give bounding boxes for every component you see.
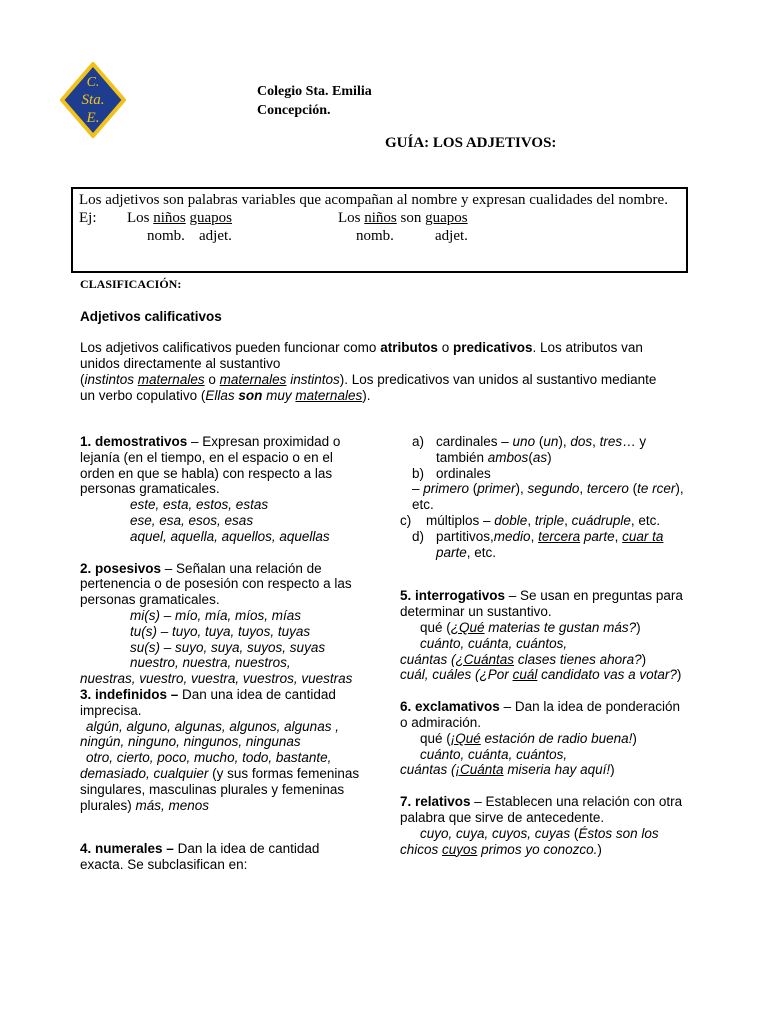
exclamativos-ex-3: cuántas (¡Cuánta miseria hay aquí!) xyxy=(400,762,615,778)
indefinidos-ex-2: otro, cierto, poco, mucho, todo, bastante, demasiado, cualquier (y sus formas femeninas singulares, masculinas plurales y femeninas plurales) más, menos xyxy=(80,750,360,813)
adj-label-2: adjet. xyxy=(435,228,468,244)
interrogativos-item: 5. interrogativos – Se usan en preguntas para determinar un sustantivo. xyxy=(400,588,683,620)
indefinidos-ex-1: algún, alguno, algunas, algunos, algunas , ningún, ninguno, ningunos, ningunas xyxy=(80,718,339,750)
section-heading: CLASIFICACIÓN: xyxy=(80,277,182,291)
interrogativos-ex-2: cuánto, cuánta, cuántos, xyxy=(420,635,568,651)
school-header xyxy=(257,82,372,120)
left-column xyxy=(80,434,362,873)
definition-box xyxy=(71,187,688,273)
page-title: GUÍA: LOS ADJETIVOS: xyxy=(385,135,557,151)
example-labels-row xyxy=(79,227,680,245)
definition-text: Los adjetivos son palabras variables que acompañan al nombre y expresan cualidades del nombre. xyxy=(79,192,668,208)
exclamativos-ex-2: cuánto, cuánta, cuántos, xyxy=(420,746,568,762)
example-2: Los niños son guapos xyxy=(338,210,468,226)
relativos-item: 7. relativos – Establecen una relación con otra palabra que sirve de antecedente. xyxy=(400,794,683,825)
example-label: Ej: xyxy=(79,210,97,226)
example-1: Los niños guapos xyxy=(127,210,233,226)
demostrativos-ex-1: este, esta, estos, estas xyxy=(130,497,269,513)
logo-text-1: C. xyxy=(86,75,100,90)
subsection-title: Adjetivos calificativos xyxy=(80,309,222,324)
school-city: Concepción. xyxy=(257,103,331,118)
adj-label-1: adjet. xyxy=(199,228,232,244)
noun-label-1: nomb. xyxy=(147,228,185,244)
numerales-item: 4. numerales – Dan la idea de cantidad exacta. Se subclasifican en: xyxy=(80,841,320,873)
school-name: Colegio Sta. Emilia xyxy=(257,84,372,99)
school-logo xyxy=(60,62,126,138)
numerales-c: c) múltiplos – doble, triple, cuádruple, etc. xyxy=(400,512,661,528)
logo-text-3: E. xyxy=(86,110,100,126)
posesivos-ex-1: mi(s) – mío, mía, míos, mías xyxy=(130,607,302,623)
demostrativos-item: 1. demostrativos – Expresan proximidad o lejanía (en el tiempo, en el espacio o en el orden en que se habla) con respecto a las personas gramaticales. xyxy=(80,434,341,497)
interrogativos-ex-4: cuál, cuáles (¿Por cuál candidato vas a votar?) xyxy=(400,667,682,683)
posesivos-ex-2: tu(s) – tuyo, tuya, tuyos, tuyas xyxy=(130,623,311,639)
interrogativos-ex-1: qué (¿Qué materias te gustan más?) xyxy=(420,619,641,635)
calificativos-paragraph: Los adjetivos calificativos pueden funcionar como atributos o predicativos. Los atributos van unidos directamente al sustantivo (instintos maternales o maternales instintos). Los predicativos van unidos al sustantivo mediante un verbo copulativo (Ellas son muy maternales). xyxy=(80,340,657,403)
posesivos-ex-4: nuestro, nuestra, nuestros, xyxy=(130,655,291,671)
demostrativos-ex-2: ese, esa, esos, esas xyxy=(130,512,254,528)
numerales-d: d) partitivos,medio, tercera parte, cuar ta parte, etc. xyxy=(412,528,664,560)
exclamativos-item: 6. exclamativos – Dan la idea de ponderación o admiración. xyxy=(400,699,680,730)
posesivos-ex-5: nuestras, vuestro, vuestra, vuestros, vuestras xyxy=(80,671,353,687)
exclamativos-ex-1: qué (¡Qué estación de radio buena!) xyxy=(420,730,637,746)
posesivos-ex-3: su(s) – suyo, suya, suyos, suyas xyxy=(130,639,326,655)
posesivos-item: 2. posesivos – Señalan una relación de pertenencia o de posesión con respecto a las personas gramaticales. xyxy=(80,560,352,608)
noun-label-2: nomb. xyxy=(356,228,394,244)
example-row xyxy=(79,209,680,227)
demostrativos-ex-3: aquel, aquella, aquellos, aquellas xyxy=(130,528,330,544)
numerales-b: b) ordinales xyxy=(412,465,491,481)
numerales-a: a) cardinales – uno (un), dos, tres… y también ambos(as) xyxy=(412,434,647,465)
relativos-ex: cuyo, cuya, cuyos, cuyas (Éstos son los chicos cuyos primos yo conozco.) xyxy=(400,825,659,857)
right-column xyxy=(400,434,690,857)
numerales-b-examples: – primero (primer), segundo, tercero (te rcer), etc. xyxy=(412,481,684,513)
indefinidos-item: 3. indefinidos – Dan una idea de cantidad imprecisa. xyxy=(80,686,336,718)
logo-text-2: Sta. xyxy=(81,92,105,108)
interrogativos-ex-3: cuántas (¿Cuántas clases tienes ahora?) xyxy=(400,651,647,667)
